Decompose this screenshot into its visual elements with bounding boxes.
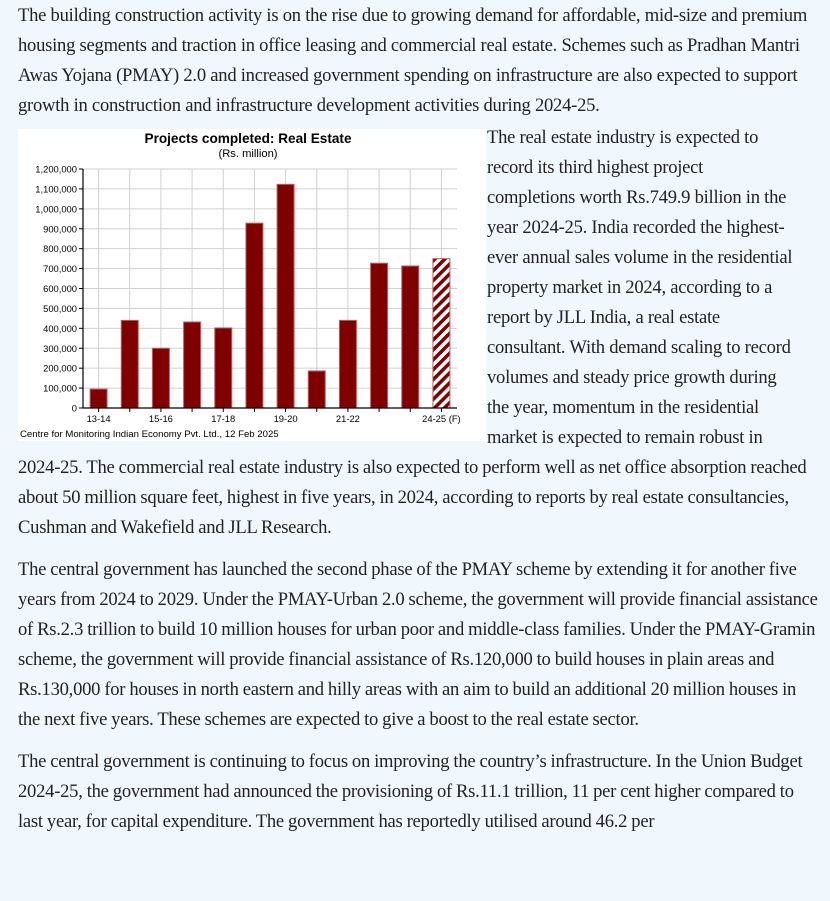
- bar: [152, 348, 169, 408]
- x-tick-label: 19-20: [273, 413, 298, 424]
- real-estate-line: market is expected to remain robust in: [487, 427, 763, 448]
- y-tick-label: 1,100,000: [35, 183, 77, 195]
- real-estate-line: consultant. With demand scaling to record: [487, 337, 791, 358]
- paragraph-construction-intro: The building construction activity is on the rise due to growing demand for affordable, mid-size and premium housing segments and traction in office leasing and commercial real estate. Schemes such as Pradhan Mantri Awas Yojana (PMAY) 2.0 and increased government spending on infrastructure are also expected to support growth in construction and infrastructure development activities during 2024-25.: [18, 5, 808, 116]
- real-estate-line: year 2024-25. India recorded the highest-: [487, 217, 785, 238]
- bar: [339, 320, 356, 408]
- chart-subtitle: (Rs. million): [218, 148, 278, 160]
- chart-projects-completed: [18, 129, 486, 441]
- y-tick-label: 300,000: [43, 342, 77, 354]
- bar: [121, 320, 138, 408]
- real-estate-line: the year, momentum in the residential: [487, 397, 759, 418]
- paragraph-commercial-real-estate: 2024-25. The commercial real estate industry is also expected to perform well as net office absorption reached about 50 million square feet, highest in five years, in 2024, according to reports by real estate consultancies, Cushman and Wakefield and JLL Research.: [18, 457, 807, 538]
- real-estate-line: volumes and steady price growth during: [487, 367, 777, 388]
- y-tick-label: 900,000: [43, 223, 77, 235]
- real-estate-text: [486, 121, 830, 453]
- y-tick-label: 400,000: [43, 322, 77, 334]
- y-tick-label: 500,000: [43, 302, 77, 314]
- y-tick-label: 1,000,000: [35, 203, 77, 215]
- y-tick-label: 800,000: [43, 243, 77, 255]
- y-tick-label: 200,000: [43, 362, 77, 374]
- y-tick-label: 0: [71, 402, 77, 414]
- real-estate-line: record its third highest project: [487, 157, 704, 178]
- real-estate-line: ever annual sales volume in the residential: [487, 247, 793, 268]
- x-tick-label: 17-18: [211, 413, 236, 424]
- bar: [277, 184, 294, 408]
- bar: [184, 322, 201, 408]
- paragraph-infrastructure: The central government is continuing to focus on improving the country’s infrastructure. In the Union Budget 2024-25, the government had announced the provisioning of Rs.11.1 trillion, 11 per cent higher compared to last year, for capital expenditure. The government has reportedly utilised around 46.2 per: [18, 751, 803, 832]
- y-tick-label: 600,000: [43, 283, 77, 294]
- bar: [246, 223, 263, 408]
- chart-source: Centre for Monitoring Indian Economy Pvt. Ltd., 12 Feb 2025: [20, 429, 279, 440]
- x-tick-label: 24-25 (F): [422, 413, 461, 424]
- y-tick-label: 1,200,000: [35, 163, 77, 175]
- bar-forecast: [433, 259, 450, 408]
- real-estate-line: property market in 2024, according to a: [487, 277, 773, 298]
- x-tick-label: 13-14: [86, 413, 111, 424]
- bar: [371, 263, 388, 408]
- y-tick-label: 100,000: [43, 382, 77, 394]
- bar: [215, 328, 232, 408]
- real-estate-line: The real estate industry is expected to: [487, 127, 759, 148]
- paragraph-pmay: The central government has launched the second phase of the PMAY scheme by extending it for another five years from 2024 to 2029. Under the PMAY-Urban 2.0 scheme, the government will provide financial assistance of Rs.2.3 trillion to build 10 million houses for urban poor and middle-class families. Under the PMAY-Gramin scheme, the government will provide financial assistance of Rs.120,000 to build houses in plain areas and Rs.130,000 for houses in north eastern and hilly areas with an aim to build an additional 20 million houses in the next five years. These schemes are expected to give a boost to the real estate sector.: [18, 559, 818, 730]
- bar: [402, 266, 419, 408]
- x-tick-label: 15-16: [148, 413, 173, 424]
- y-tick-label: 700,000: [43, 263, 77, 275]
- chart-title: Projects completed: Real Estate: [144, 131, 352, 146]
- x-tick-label: 21-22: [335, 413, 360, 424]
- chart-plot: [18, 129, 486, 429]
- bar: [308, 371, 325, 408]
- real-estate-line: report by JLL India, a real estate: [487, 307, 720, 328]
- real-estate-line: completions worth Rs.749.9 billion in the: [487, 187, 787, 208]
- bar: [90, 389, 107, 408]
